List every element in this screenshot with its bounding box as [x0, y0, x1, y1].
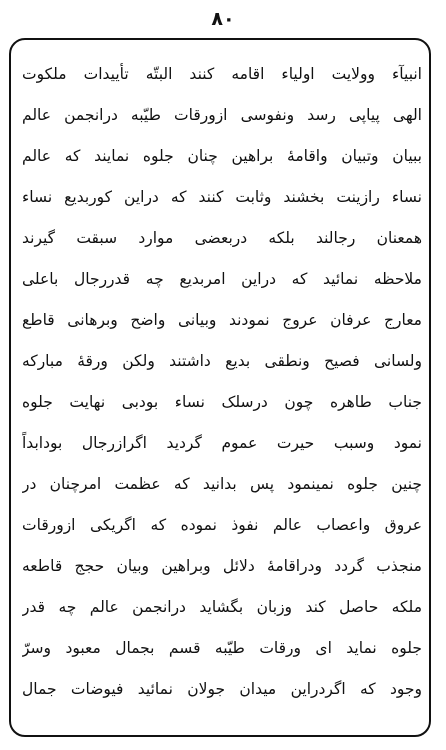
text-line-5: همعنان رجالند بلکه دربعضی موارد سبقت گیرند: [22, 229, 422, 247]
text-line-13: منجذب گردد ودراقامهٔ دلائل وبراهین وبیان حجج قاطعه: [22, 557, 422, 575]
text-line-15: جلوه نماید ای ورقات طیّبه قسم بجمال معبود وسرّ: [22, 639, 422, 657]
text-line-3: ببیان وتبیان واقامهٔ براهین چنان جلوه نمایند که عالم: [22, 147, 422, 165]
text-line-11: چنین جلوه نمینمود پس بدانید که عظمت امرچنان در: [22, 475, 422, 493]
text-line-16: وجود که اگردراین میدان جولان نمائید فیوضات جمال: [22, 680, 422, 698]
page-number: ۸۰: [211, 8, 235, 30]
text-line-10: نمود وسبب حیرت عموم گردید اگرازرجال بودابداً: [22, 434, 422, 452]
text-line-14: ملکه حاصل کند وزبان بگشاید درانجمن عالم چه قدر: [22, 598, 422, 616]
body-text: [22, 54, 422, 710]
text-line-1: انبیآء وولایت اولیاء اقامه کنند البتّه تأییدات ملکوت: [22, 65, 422, 83]
text-line-4: نساء رازینت بخشند وثابت کنند که دراین کوربدیع نساء: [22, 188, 422, 206]
text-line-6: ملاحظه نمائید که دراین امربدیع چه قدررجال باعلی: [22, 270, 422, 288]
text-line-12: عروق واعصاب عالم نفوذ نموده که اگریکی ازورقات: [22, 516, 422, 534]
text-line-7: معارج عرفان عروج نمودند وبیانی واضح وبرهانی قاطع: [22, 311, 422, 329]
text-line-2: الهی پیاپی رسد ونفوسی ازورقات طیّبه درانجمن عالم: [22, 106, 422, 124]
text-line-9: جناب طاهره چون درسلک نساء بودبی نهایت جلوه: [22, 393, 422, 411]
text-line-8: ولسانی فصیح ونطقی بدیع داشتند ولکن ورقهٔ مبارکه: [22, 352, 422, 370]
